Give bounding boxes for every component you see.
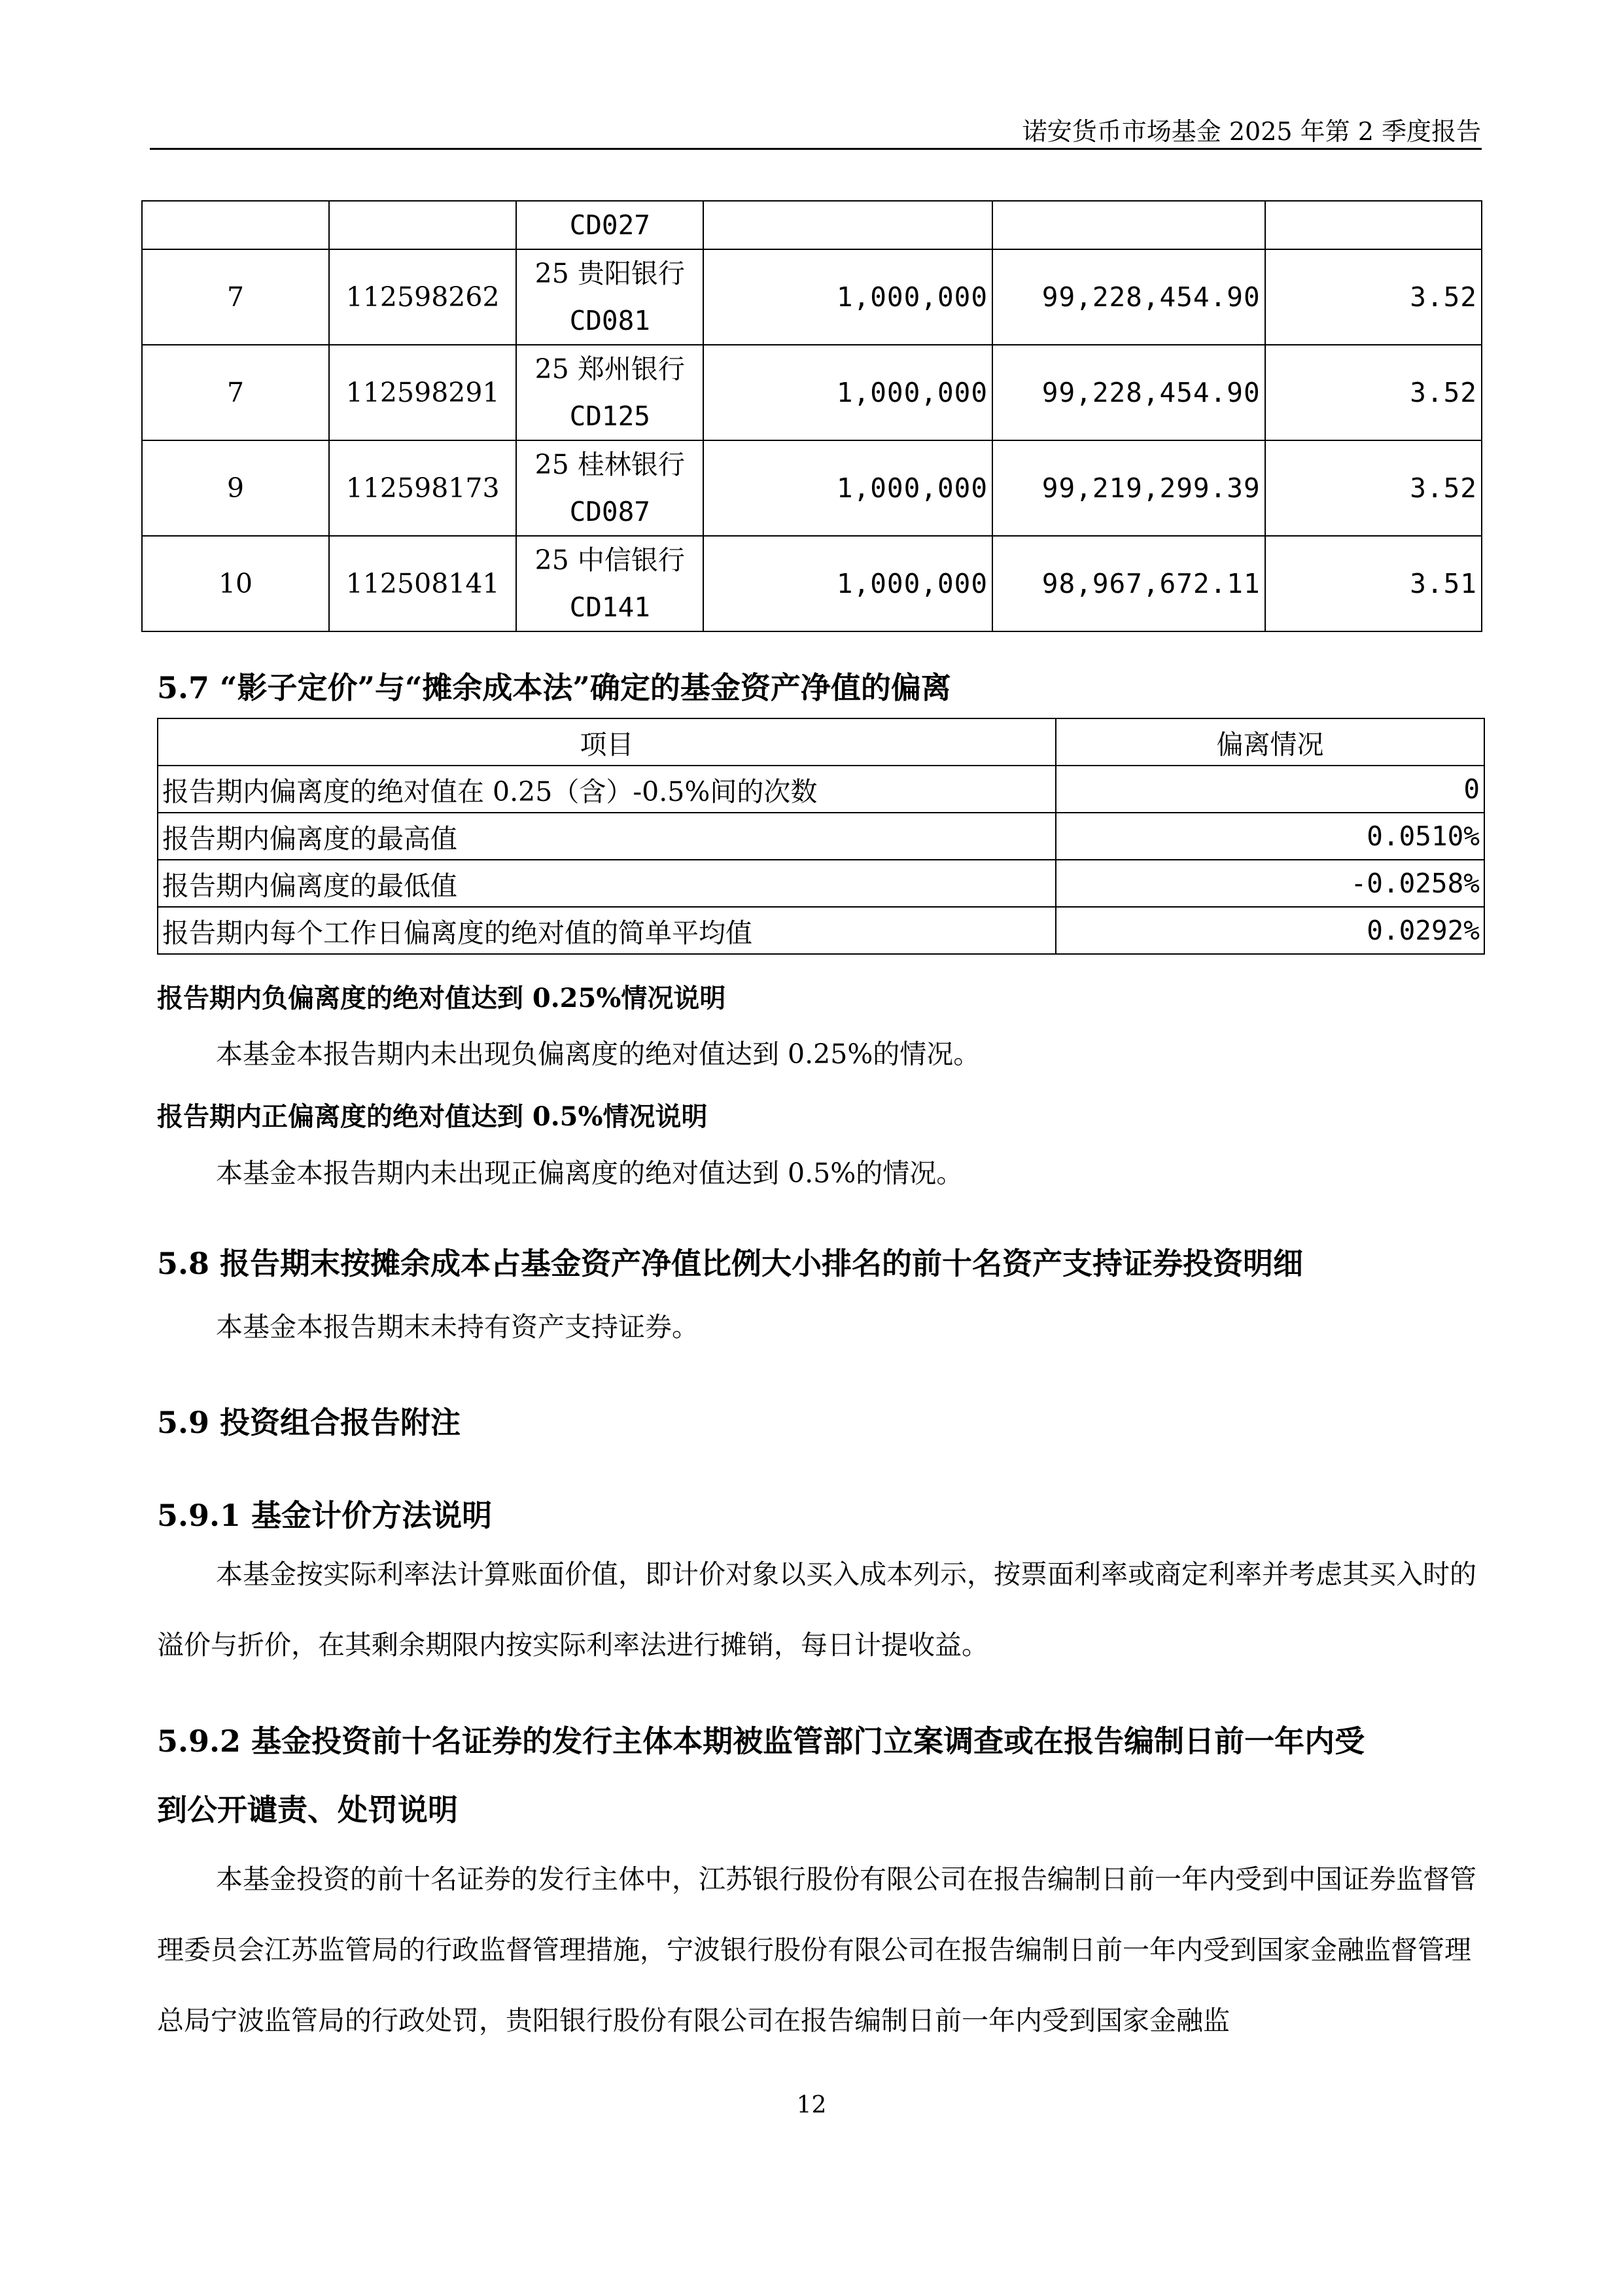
table-row [158, 860, 1484, 907]
amortized-cost-cell: 99,219,299.39 [992, 440, 1265, 536]
table-header-row [158, 718, 1484, 766]
table-row [142, 440, 1482, 536]
bond-code-cell: 112598262 [329, 249, 516, 345]
negative-deviation-title: 报告期内负偏离度的绝对值达到 0.25%情况说明 [157, 983, 726, 1014]
quantity-cell: 1,000,000 [703, 440, 992, 536]
rank-cell: 7 [142, 345, 329, 440]
section-5-8-text: 本基金本报告期末未持有资产支持证券。 [216, 1311, 699, 1343]
nav-ratio-cell: 3.51 [1265, 536, 1482, 631]
holdings-table [141, 200, 1482, 632]
rank-cell: 10 [142, 536, 329, 631]
quantity-cell: 1,000,000 [703, 345, 992, 440]
section-5-7-heading: 5.7 “影子定价”与“摊余成本法”确定的基金资产净值的偏离 [157, 670, 951, 705]
rank-cell: 7 [142, 249, 329, 345]
positive-deviation-title: 报告期内正偏离度的绝对值达到 0.5%情况说明 [157, 1101, 708, 1132]
table-row [158, 766, 1484, 813]
section-5-9-1-heading: 5.9.1 基金计价方法说明 [157, 1498, 493, 1533]
header-divider [150, 148, 1482, 150]
bond-name-cell: 25 贵阳银行 CD081 [516, 249, 703, 345]
table-row [158, 907, 1484, 954]
page-number: 12 [796, 2092, 827, 2119]
table-row [142, 345, 1482, 440]
deviation-value: 0.0510% [1056, 813, 1484, 860]
positive-deviation-text: 本基金本报告期内未出现正偏离度的绝对值达到 0.5%的情况。 [216, 1157, 964, 1189]
deviation-value: -0.0258% [1056, 860, 1484, 907]
column-header-value: 偏离情况 [1056, 718, 1484, 766]
page-header-title: 诺安货币市场基金 2025 年第 2 季度报告 [1022, 117, 1481, 146]
section-5-9-heading: 5.9 投资组合报告附注 [157, 1405, 461, 1440]
section-5-9-2-text: 本基金投资的前十名证券的发行主体中，江苏银行股份有限公司在报告编制日前一年内受到中国证券监督管理委员会江苏监管局的行政监督管理措施，宁波银行股份有限公司在报告编制日前一年内受到国家金融监督管理总局宁波监管局的行政处罚，贵阳银行股份有限公司在报告编制日前一年内受到国家金融监 [157, 1863, 1476, 2036]
amortized-cost-cell: 99,228,454.90 [992, 345, 1265, 440]
table-row [142, 201, 1482, 249]
table-row [142, 249, 1482, 345]
table-row [158, 813, 1484, 860]
deviation-item: 报告期内偏离度的最低值 [158, 860, 1056, 907]
bond-name-cell: 25 郑州银行 CD125 [516, 345, 703, 440]
bond-code-cell: 112598173 [329, 440, 516, 536]
amortized-cost-cell: 98,967,672.11 [992, 536, 1265, 631]
amortized-cost-cell: 99,228,454.90 [992, 249, 1265, 345]
table-row [142, 536, 1482, 631]
deviation-item: 报告期内每个工作日偏离度的绝对值的简单平均值 [158, 907, 1056, 954]
section-5-9-1-text: 本基金按实际利率法计算账面价值，即计价对象以买入成本列示，按票面利率或商定利率并考虑其买入时的溢价与折价，在其剩余期限内按实际利率法进行摊销，每日计提收益。 [157, 1559, 1476, 1661]
bond-name-cell: 25 中信银行 CD141 [516, 536, 703, 631]
bond-name-cell: 25 桂林银行 CD087 [516, 440, 703, 536]
bond-name-continuation: CD027 [516, 201, 703, 249]
column-header-item: 项目 [158, 718, 1056, 766]
quantity-cell: 1,000,000 [703, 536, 992, 631]
nav-ratio-cell: 3.52 [1265, 345, 1482, 440]
negative-deviation-text: 本基金本报告期内未出现负偏离度的绝对值达到 0.25%的情况。 [216, 1038, 981, 1070]
section-5-9-2-heading-line2: 到公开谴责、处罚说明 [157, 1792, 458, 1828]
quantity-cell: 1,000,000 [703, 249, 992, 345]
section-5-8-heading: 5.8 报告期末按摊余成本占基金资产净值比例大小排名的前十名资产支持证券投资明细 [157, 1246, 1304, 1281]
bond-code-cell: 112598291 [329, 345, 516, 440]
nav-ratio-cell: 3.52 [1265, 249, 1482, 345]
bond-code-cell: 112508141 [329, 536, 516, 631]
nav-ratio-cell: 3.52 [1265, 440, 1482, 536]
deviation-value: 0 [1056, 766, 1484, 813]
rank-cell: 9 [142, 440, 329, 536]
deviation-value: 0.0292% [1056, 907, 1484, 954]
deviation-table [157, 718, 1485, 955]
section-5-9-2-heading-line1: 5.9.2 基金投资前十名证券的发行主体本期被监管部门立案调查或在报告编制日前一年内受 [157, 1723, 1365, 1759]
deviation-item: 报告期内偏离度的最高值 [158, 813, 1056, 860]
deviation-item: 报告期内偏离度的绝对值在 0.25（含）-0.5%间的次数 [158, 766, 1056, 813]
